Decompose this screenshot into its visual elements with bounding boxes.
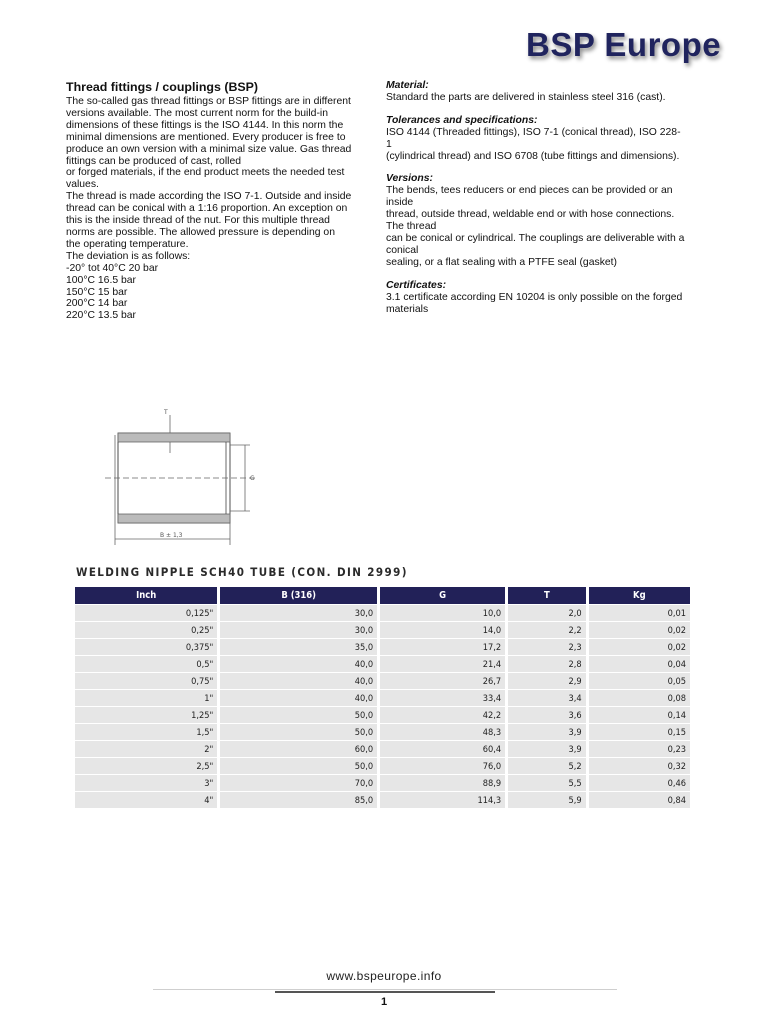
- table-cell: 21,4: [380, 656, 505, 672]
- table-cell: 3,9: [508, 741, 586, 757]
- table-row: [75, 673, 690, 689]
- footer-divider: [153, 989, 617, 990]
- table-title: WELDING NIPPLE SCH40 TUBE (CON. DIN 2999): [76, 565, 408, 579]
- table-cell: 3,9: [508, 724, 586, 740]
- table-cell: 2": [75, 741, 217, 757]
- table-cell: 0,01: [589, 605, 690, 621]
- table-cell: 114,3: [380, 792, 505, 808]
- table-cell: 0,32: [589, 758, 690, 774]
- col-header-g: G: [380, 587, 505, 604]
- col-header-t: T: [508, 587, 586, 604]
- table-cell: 3,6: [508, 707, 586, 723]
- table-cell: 30,0: [220, 622, 377, 638]
- certificates-block: [386, 280, 706, 316]
- table-row: [75, 724, 690, 740]
- table-cell: 0,84: [589, 792, 690, 808]
- table-cell: 40,0: [220, 690, 377, 706]
- table-cell: 0,15: [589, 724, 690, 740]
- table-cell: 60,0: [220, 741, 377, 757]
- table-cell: 26,7: [380, 673, 505, 689]
- table-cell: 3": [75, 775, 217, 791]
- dimensions-table: [72, 586, 693, 809]
- table-row: [75, 707, 690, 723]
- table-cell: 3,4: [508, 690, 586, 706]
- table-row: [75, 758, 690, 774]
- nipple-technical-drawing: [100, 405, 275, 555]
- material-text: Standard the parts are delivered in stainless steel 316 (cast).: [386, 91, 666, 103]
- table-cell: 4": [75, 792, 217, 808]
- table-cell: 40,0: [220, 656, 377, 672]
- table-cell: 14,0: [380, 622, 505, 638]
- certificates-text: 3.1 certificate according EN 10204 is only possible on the forged materials: [386, 291, 683, 315]
- table-cell: 0,08: [589, 690, 690, 706]
- table-cell: 70,0: [220, 775, 377, 791]
- intro-column: [66, 80, 370, 322]
- table-cell: 50,0: [220, 707, 377, 723]
- versions-heading: Versions:: [386, 173, 433, 185]
- table-row: [75, 792, 690, 808]
- table-cell: 42,2: [380, 707, 505, 723]
- table-cell: 0,375": [75, 639, 217, 655]
- table-cell: 0,14: [589, 707, 690, 723]
- footer-rule: [275, 991, 495, 993]
- col-header-kg: Kg: [589, 587, 690, 604]
- table-cell: 0,02: [589, 622, 690, 638]
- table-cell: 0,23: [589, 741, 690, 757]
- table-cell: 33,4: [380, 690, 505, 706]
- table-cell: 17,2: [380, 639, 505, 655]
- table-cell: 40,0: [220, 673, 377, 689]
- table-cell: 0,25": [75, 622, 217, 638]
- table-cell: 85,0: [220, 792, 377, 808]
- table-cell: 2,3: [508, 639, 586, 655]
- table-cell: 88,9: [380, 775, 505, 791]
- col-header-inch: Inch: [75, 587, 217, 604]
- side-dimension-label: G: [250, 475, 255, 482]
- section-title: Thread fittings / couplings (BSP): [66, 80, 259, 94]
- table-cell: 2,2: [508, 622, 586, 638]
- material-block: [386, 80, 706, 104]
- table-cell: 10,0: [380, 605, 505, 621]
- table-cell: 0,02: [589, 639, 690, 655]
- page-number: 1: [380, 996, 388, 1008]
- table-cell: 5,9: [508, 792, 586, 808]
- table-cell: 0,46: [589, 775, 690, 791]
- versions-text: The bends, tees reducers or end pieces can be provided or an inside thread, outside thread, weldable end or with hose connections. The thread can be conical or cylindrical. The couplings are deliverable with a conical sealing, or a flat sealing with a PTFE seal (gasket): [386, 185, 685, 268]
- table-cell: 1,5": [75, 724, 217, 740]
- tolerances-heading: Tolerances and specifications:: [386, 114, 538, 126]
- table-cell: 0,5": [75, 656, 217, 672]
- footer-url[interactable]: www.bspeurope.info: [326, 969, 442, 983]
- table-cell: 2,5": [75, 758, 217, 774]
- table-row: [75, 741, 690, 757]
- versions-block: [386, 173, 706, 268]
- col-header-b316: B (316): [220, 587, 377, 604]
- intro-body: The so-called gas thread fittings or BSP fittings are in different versions available. The most current norm for the build-in dimensions of these fittings is the ISO 4144. In this norm the minimal dimensions are mentioned. Every producer is free to produce an own version with a minimal size value. Gas thread fittings can be produced of cast, rolled or forged materials, if the end product meets the needed test values. The thread is made according the ISO 7-1. Outside and inside thread can be conical with a 1:16 proportion. An exception on this is the inside thread of the nut. For this multiple thread norms are possible. The allowed pressure is depending on the operating temperature. The deviation is as follows: -20° tot 40°C 20 bar 100°C 16.5 bar 150°C 15 bar 200°C 14 bar 220°C 13.5 bar: [66, 96, 352, 322]
- table-row: [75, 639, 690, 655]
- table-cell: 5,5: [508, 775, 586, 791]
- material-heading: Material:: [386, 80, 429, 91]
- table-row: [75, 690, 690, 706]
- table-cell: 2,8: [508, 656, 586, 672]
- table-row: [75, 775, 690, 791]
- table-row: [75, 605, 690, 621]
- table-cell: 60,4: [380, 741, 505, 757]
- top-dimension-label: T: [164, 409, 168, 416]
- table-cell: 50,0: [220, 758, 377, 774]
- table-cell: 1": [75, 690, 217, 706]
- table-cell: 48,3: [380, 724, 505, 740]
- table-cell: 76,0: [380, 758, 505, 774]
- table-cell: 0,75": [75, 673, 217, 689]
- table-cell: 50,0: [220, 724, 377, 740]
- spec-column: [386, 80, 706, 326]
- table-cell: 30,0: [220, 605, 377, 621]
- table-cell: 2,9: [508, 673, 586, 689]
- certificates-heading: Certificates:: [386, 279, 447, 291]
- table-cell: 0,125": [75, 605, 217, 621]
- table-cell: 5,2: [508, 758, 586, 774]
- table-cell: 1,25": [75, 707, 217, 723]
- table-cell: 0,04: [589, 656, 690, 672]
- length-dimension-label: B ± 1,3: [160, 532, 183, 539]
- table-cell: 35,0: [220, 639, 377, 655]
- table-header-row: [75, 587, 690, 604]
- table-row: [75, 656, 690, 672]
- table-row: [75, 622, 690, 638]
- table-cell: 2,0: [508, 605, 586, 621]
- tolerances-block: [386, 115, 706, 163]
- brand-logo: BSP Europe: [526, 26, 722, 63]
- tolerances-text: ISO 4144 (Threaded fittings), ISO 7-1 (conical thread), ISO 228- 1 (cylindrical thread) and ISO 6708 (tube fittings and dimensions).: [386, 126, 681, 162]
- table-cell: 0,05: [589, 673, 690, 689]
